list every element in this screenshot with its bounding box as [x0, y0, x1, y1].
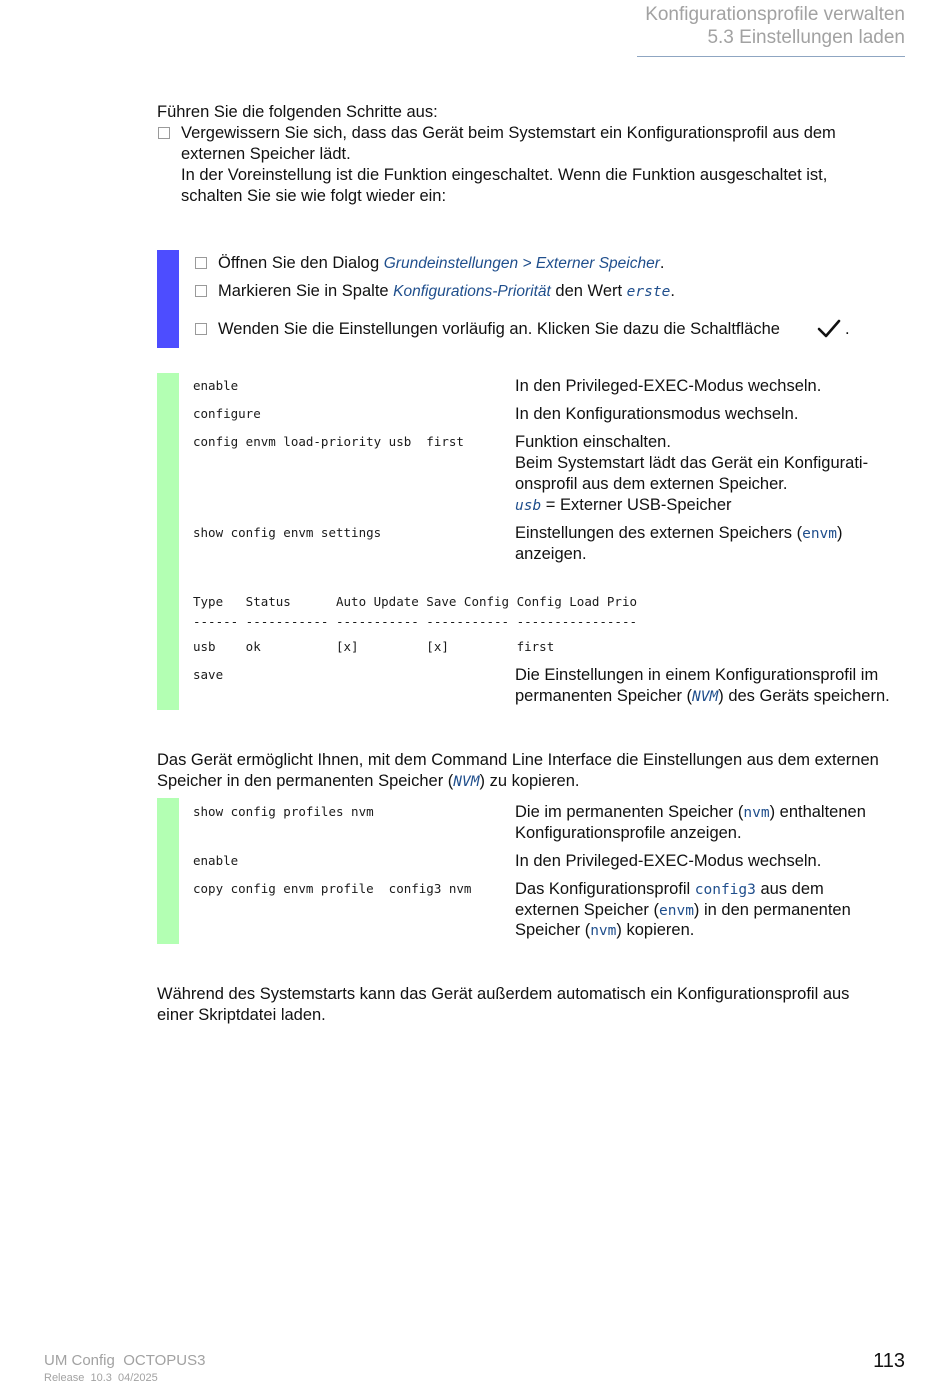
inline-code: NVM — [453, 774, 480, 790]
cli-description — [515, 686, 890, 708]
running-header-chapter: Konfigurationsprofile verwalten — [645, 4, 905, 25]
gui-step3-checkbox-icon — [195, 323, 207, 335]
cli-description-text: ) enthaltenen — [769, 803, 866, 821]
checkmark-icon — [817, 318, 841, 340]
body-paragraph-line: Das Gerät ermöglicht Ihnen, mit dem Command Line Interface die Einstellungen aus dem externen — [157, 751, 879, 769]
gui-step2-checkbox-icon — [195, 285, 207, 297]
cli-description — [515, 523, 843, 545]
cli-description: onsprofil aus dem externen Speicher. — [515, 475, 788, 493]
cli-description — [515, 920, 694, 942]
cli-output-header: Type Status Auto Update Save Config Config Load Prio — [193, 594, 638, 609]
body-paragraph-line: einer Skriptdatei laden. — [157, 1006, 326, 1024]
cli-description: In den Privileged-EXEC-Modus wechseln. — [515, 852, 822, 870]
gui-step1-text: Öffnen Sie den Dialog — [218, 254, 384, 272]
inline-code: config3 — [694, 882, 756, 898]
cli-description-text: Das Konfigurationsprofil — [515, 880, 695, 898]
cli-marker-bar — [157, 373, 179, 710]
cli-description — [515, 900, 851, 922]
cli-command: configure — [193, 406, 261, 421]
gui-marker-bar — [157, 250, 179, 348]
cli-output-row: usb ok [x] [x] first — [193, 639, 555, 654]
cli-description: In den Konfigurationsmodus wechseln. — [515, 405, 799, 423]
footer-release: Release 10.3 04/2025 — [44, 1372, 158, 1384]
gui-step1-checkbox-icon — [195, 257, 207, 269]
column-name: Konfigurations-Priorität — [393, 283, 551, 300]
cli-description — [515, 495, 732, 517]
inline-code: nvm — [743, 805, 770, 821]
cli-command: enable — [193, 853, 239, 868]
gui-step2-text: Markieren Sie in Spalte — [218, 282, 394, 300]
page-number: 113 — [873, 1350, 905, 1372]
cli-command: show config profiles nvm — [193, 804, 374, 819]
cli-description-text: aus dem — [755, 880, 824, 898]
inline-code: usb — [515, 498, 542, 514]
body-text: ) zu kopieren. — [479, 772, 580, 790]
body-paragraph-line: Während des Systemstarts kann das Gerät außerdem automatisch ein Konfigurationsprofil aus — [157, 985, 850, 1003]
cli-command: save — [193, 667, 224, 682]
cli-description: Beim Systemstart lädt das Gerät ein Konfigurati- — [515, 454, 869, 472]
body-paragraph-line — [157, 771, 579, 793]
header-rule — [637, 56, 905, 57]
footer-document-title: UM Config OCTOPUS3 — [44, 1352, 206, 1369]
cli-command: config envm load-priority usb first — [193, 434, 464, 449]
cli-description-text: Einstellungen des externen Speichers ( — [515, 524, 803, 542]
cli-command: enable — [193, 378, 239, 393]
gui-step3-period: . — [845, 320, 850, 338]
inline-code: nvm — [590, 923, 617, 939]
cli-description: Funktion einschalten. — [515, 433, 671, 451]
cli-description-text: ) kopieren. — [616, 921, 695, 939]
cli-marker-bar — [157, 798, 179, 944]
cli-output-separator: ------ ----------- ----------- ----------- ---------------- — [193, 614, 638, 629]
intro-step-line3: In der Voreinstellung ist die Funktion eingeschaltet. Wenn die Funktion ausgeschaltet ist, — [181, 166, 828, 184]
cli-description: anzeigen. — [515, 545, 587, 563]
gui-step1-period: . — [659, 254, 665, 272]
gui-step3-text: Wenden Sie die Einstellungen vorläufig an. Klicken Sie dazu die Schaltfläche — [218, 320, 780, 338]
cli-description-text: ) des Geräts speichern. — [718, 687, 890, 705]
cli-description — [515, 879, 824, 901]
cli-command: show config envm settings — [193, 525, 382, 540]
inline-code: envm — [802, 526, 838, 542]
inline-code: NVM — [692, 689, 719, 705]
dialog-path-link: Grundeinstellungen > Externer Speicher — [383, 255, 660, 272]
intro-lead: Führen Sie die folgenden Schritte aus: — [157, 103, 438, 121]
cli-description-text: Die im permanenten Speicher ( — [515, 803, 744, 821]
cli-description: Die Einstellungen in einem Konfigurationsprofil im — [515, 666, 879, 684]
cli-description-text: externen Speicher ( — [515, 901, 659, 919]
gui-step2-period: . — [670, 282, 675, 300]
cli-description-text: = Externer USB-Speicher — [541, 496, 732, 514]
cli-command: copy config envm profile config3 nvm — [193, 881, 472, 896]
step-checkbox-icon — [158, 127, 170, 139]
cli-description: Konfigurationsprofile anzeigen. — [515, 824, 742, 842]
cli-description: In den Privileged-EXEC-Modus wechseln. — [515, 377, 822, 395]
intro-step-line4: schalten Sie sie wie folgt wieder ein: — [181, 187, 447, 205]
cli-description-text: ) — [837, 524, 843, 542]
value-name: erste — [626, 284, 671, 300]
gui-step2 — [218, 281, 675, 303]
body-text: Speicher in den permanenten Speicher ( — [157, 772, 454, 790]
gui-step3 — [218, 319, 780, 340]
inline-code: envm — [659, 903, 694, 919]
cli-description-text: Speicher ( — [515, 921, 591, 939]
cli-description — [515, 802, 866, 824]
gui-step2-mid: den Wert — [550, 282, 627, 300]
cli-description-text: permanenten Speicher ( — [515, 687, 693, 705]
gui-step1 — [218, 253, 664, 274]
intro-step-line2: externen Speicher lädt. — [181, 145, 351, 163]
intro-step-line1: Vergewissern Sie sich, dass das Gerät beim Systemstart ein Konfigurationsprofil aus dem — [181, 124, 836, 142]
running-header-section: 5.3 Einstellungen laden — [707, 27, 905, 48]
cli-description-text: ) in den permanenten — [693, 901, 851, 919]
